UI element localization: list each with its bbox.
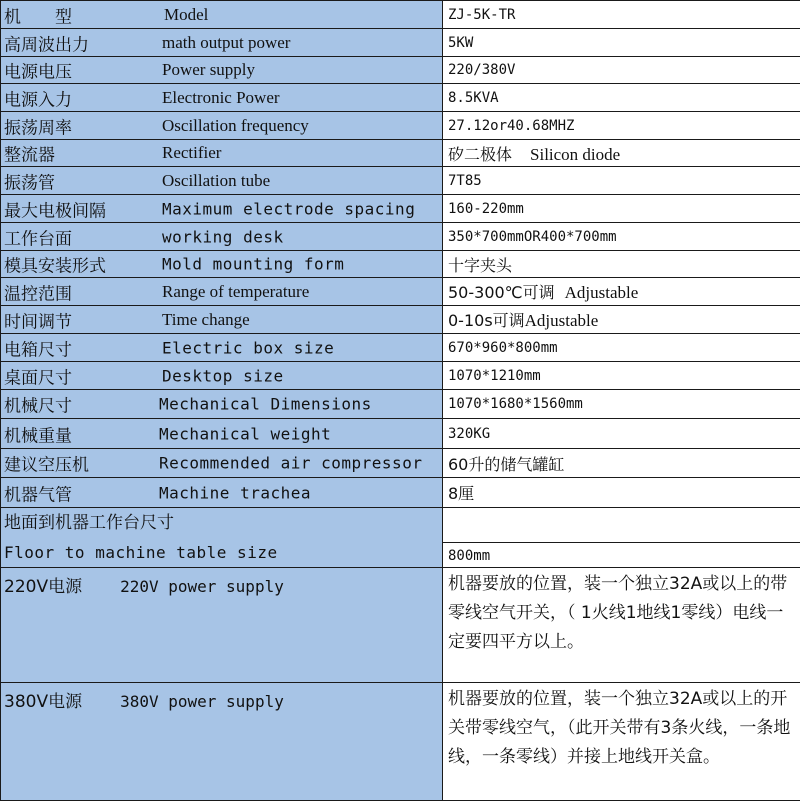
spec-value: 670*960*800mm [448,340,558,356]
spec-label-cn: 建议空压机 [4,451,89,476]
spec-label-cn: 时间调节 [4,307,72,332]
spec-value-cell [443,57,800,84]
spec-value [448,145,620,164]
spec-value-cell [443,306,800,334]
spec-label-cell [1,1,443,29]
spec-label-en: Maximum electrode spacing [162,199,415,218]
spec-value-cell [443,449,800,478]
spec-value-cell [443,390,800,419]
spec-label-cell [1,334,443,362]
spec-value-cn: 矽二极体 [448,145,512,164]
spec-value: 350*700mmOR400*700mm [448,229,617,245]
spec-value-cell [443,223,800,251]
floor-row [1,508,800,568]
spec-row [1,140,800,167]
spec-row [1,419,800,449]
power380-label-cn: 380V电源 [4,692,82,712]
spec-label-cn: 机器气管 [4,480,72,505]
spec-row [1,223,800,251]
spec-label-cn: 最大电极间隔 [4,196,106,221]
spec-value: 27.12or40.68MHZ [448,118,574,134]
spec-value-cn: 50-300℃可调 [448,283,555,302]
spec-label-cell [1,195,443,223]
spec-value: 320KG [448,426,490,442]
floor-label-en: Floor to machine table size [4,538,442,567]
spec-label-cn: 电箱尺寸 [4,335,72,360]
spec-label-cell [1,251,443,278]
spec-label-cn: 机械重量 [4,421,72,446]
spec-value-cn: 0-10s可调 [448,311,525,330]
spec-value: 5KW [448,35,473,51]
floor-label-cell [1,508,443,568]
power380-value: 机器要放的位置，装一个独立32A或以上的开关带零线空气，（此开关带有3条火线，一条地线，一条零线）并接上地线开关盒。 [448,689,790,767]
spec-value: ZJ-5K-TR [448,7,515,23]
spec-label-cell [1,478,443,508]
power380-label-cell [1,683,443,801]
spec-body [1,1,800,801]
spec-row [1,449,800,478]
spec-label-cell [1,29,443,57]
spec-value: 60升的储气罐缸 [448,455,564,474]
spec-row [1,334,800,362]
spec-row [1,57,800,84]
spec-label-cn: 电源电压 [4,58,72,83]
spec-label-cell [1,419,443,449]
floor-value: 800mm [448,548,490,564]
spec-label-cn: 机械尺寸 [4,392,72,417]
spec-label-en: Power supply [162,60,255,80]
spec-value-cell [443,1,800,29]
spec-value-cell [443,112,800,140]
power220-value-cell [443,568,800,683]
spec-label-cn: 工作台面 [4,224,72,249]
spec-value: 十字夹头 [448,256,512,275]
power220-label-en: 220V power supply [120,577,284,596]
spec-label-cn: 模具安装形式 [4,252,106,277]
spec-value: 8厘 [448,484,474,503]
spec-value: 1070*1680*1560mm [448,396,583,412]
spec-label-cell [1,306,443,334]
spec-row [1,1,800,29]
spec-label-cell [1,84,443,112]
power220-label-cn: 220V电源 [4,577,82,597]
spec-value-cell [443,419,800,449]
spec-value-cell [443,167,800,195]
spec-label-en: Mold mounting form [162,255,344,274]
spec-value: 160-220mm [448,201,524,217]
spec-label-en: Range of temperature [162,282,309,302]
spec-row [1,478,800,508]
power220-value: 机器要放的位置，装一个独立32A或以上的带零线空气开关，（ 1火线1地线1零线）电线一定要四平方以上。 [448,574,787,652]
spec-label-en: math output power [162,33,290,53]
spec-value-en: Adjustable [525,311,599,330]
spec-label-en: Recommended air compressor [159,454,422,473]
spec-row [1,251,800,278]
spec-value-en: Silicon diode [530,145,620,164]
spec-label-en: Oscillation tube [162,171,270,191]
spec-label-cell [1,449,443,478]
power220-label-cell [1,568,443,683]
spec-row [1,306,800,334]
power380-row [1,683,800,801]
spec-value-cell [443,334,800,362]
spec-value-cell [443,29,800,57]
spec-value: 7T85 [448,173,482,189]
spec-label-en: Electric box size [162,338,334,357]
spec-label-cn: 电源入力 [4,85,72,110]
spec-label-cn: 机 型 [4,2,72,27]
spec-row [1,390,800,419]
spec-label-en: working desk [162,227,284,246]
spec-value-cell [443,278,800,306]
spec-value [448,311,598,330]
floor-value-cell [443,508,800,568]
spec-label-cn: 振荡管 [4,168,55,193]
power220-row [1,568,800,683]
spec-label-cell [1,278,443,306]
spec-row [1,84,800,112]
spec-row [1,112,800,140]
spec-label-en: Electronic Power [162,88,280,108]
spec-value: 8.5KVA [448,90,499,106]
spec-label-en: Time change [162,310,250,330]
spec-row [1,362,800,390]
spec-row [1,278,800,306]
spec-row [1,195,800,223]
spec-label-cn: 桌面尺寸 [4,363,72,388]
spec-value-en: Adjustable [565,283,639,302]
spec-label-en: Machine trachea [159,483,311,502]
spec-value-cell [443,140,800,167]
spec-row [1,29,800,57]
spec-label-cell [1,112,443,140]
floor-label-cn: 地面到机器工作台尺寸 [4,509,442,538]
spec-label-cell [1,362,443,390]
spec-label-en: Model [164,5,208,25]
spec-label-en: Mechanical Dimensions [159,395,372,414]
spec-label-en: Desktop size [162,366,284,385]
power380-label-en: 380V power supply [120,692,284,711]
spec-value-cell [443,478,800,508]
power380-value-cell [443,683,800,801]
spec-label-cell [1,57,443,84]
spec-value-cell [443,84,800,112]
spec-value-cell [443,195,800,223]
spec-label-cell [1,223,443,251]
spec-label-cell [1,390,443,419]
spec-label-cn: 高周波出力 [4,30,89,55]
spec-value [448,283,638,302]
spec-label-cell [1,140,443,167]
spec-value-cell [443,251,800,278]
spec-value: 1070*1210mm [448,368,541,384]
spec-label-en: Rectifier [162,143,221,163]
spec-label-en: Oscillation frequency [162,116,309,136]
spec-label-cn: 整流器 [4,141,55,166]
spec-label-cn: 温控范围 [4,279,72,304]
spec-label-cn: 振荡周率 [4,113,72,138]
spec-label-cell [1,167,443,195]
spec-row [1,167,800,195]
spec-label-en: Mechanical weight [159,424,331,443]
spec-value: 220/380V [448,62,515,78]
spec-value-cell [443,362,800,390]
